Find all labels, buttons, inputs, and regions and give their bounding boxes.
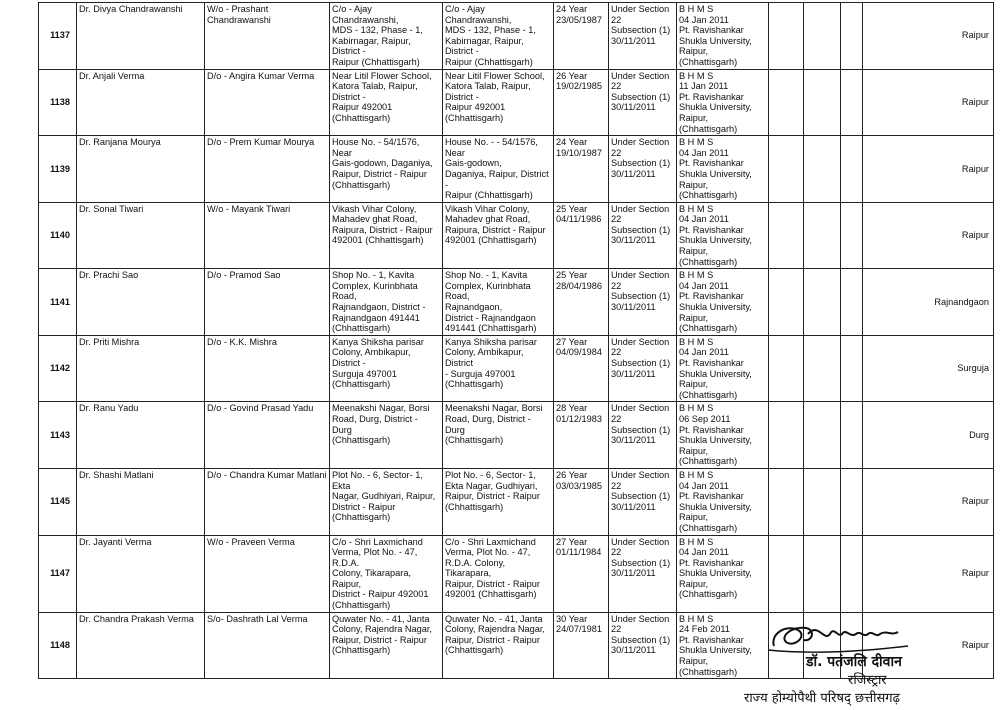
doctor-name: Dr. Sonal Tiwari bbox=[77, 202, 205, 269]
relation-name: D/o - Prem Kumar Mourya bbox=[205, 136, 330, 203]
correspondence-address: Shop No. - 1, Kavita Complex, Kurinbhata Road, Rajnandgaon, District - Rajnandgaon 491441 (Chhattisgarh) bbox=[330, 269, 443, 336]
correspondence-address: Kanya Shiksha parisar Colony, Ambikapur, District - Surguja 497001 (Chhattisgarh) bbox=[330, 335, 443, 402]
serial-number: 1140 bbox=[39, 202, 77, 269]
registration-section: Under Section 22 Subsection (1) 30/11/2011 bbox=[609, 535, 677, 612]
registration-section: Under Section 22 Subsection (1) 30/11/2011 bbox=[609, 69, 677, 136]
serial-number: 1145 bbox=[39, 468, 77, 535]
permanent-address: Quwater No. - 41, Janta Colony, Rajendra Nagar, Raipur, District - Raipur (Chhattisgarh) bbox=[443, 612, 554, 679]
relation-name: S/o- Dashrath Lal Verma bbox=[205, 612, 330, 679]
doctor-name: Dr. Jayanti Verma bbox=[77, 535, 205, 612]
qualification: B H M S 24 Feb 2011 Pt. Ravishankar Shukla University, Raipur, (Chhattisgarh) bbox=[677, 612, 769, 679]
age-dob: 25 Year 28/04/1986 bbox=[554, 269, 609, 336]
qualification: B H M S 06 Sep 2011 Pt. Ravishankar Shukla University, Raipur, (Chhattisgarh) bbox=[677, 402, 769, 469]
permanent-address: Near Litil Flower School, Katora Talab, Raipur, District - Raipur 492001 (Chhattisgarh) bbox=[443, 69, 554, 136]
empty-cell bbox=[769, 535, 804, 612]
district: Raipur bbox=[863, 202, 994, 269]
district: Raipur bbox=[863, 3, 994, 70]
age-dob: 30 Year 24/07/1981 bbox=[554, 612, 609, 679]
permanent-address: Plot No. - 6, Sector- 1, Ekta Nagar, Gudhiyari, Raipur, District - Raipur (Chhattisgarh) bbox=[443, 468, 554, 535]
relation-name: D/o - Govind Prasad Yadu bbox=[205, 402, 330, 469]
qualification: B H M S 04 Jan 2011 Pt. Ravishankar Shukla University, Raipur, (Chhattisgarh) bbox=[677, 269, 769, 336]
empty-cell bbox=[769, 69, 804, 136]
permanent-address: C/o - Shri Laxmichand Verma, Plot No. - 47, R.D.A. Colony, Tikarapara, Raipur, District - Raipur 492001 (Chhattisgarh) bbox=[443, 535, 554, 612]
serial-number: 1141 bbox=[39, 269, 77, 336]
qualification: B H M S 04 Jan 2011 Pt. Ravishankar Shukla University, Raipur, (Chhattisgarh) bbox=[677, 136, 769, 203]
permanent-address: Vikash Vihar Colony, Mahadev ghat Road, Raipura, District - Raipur 492001 (Chhattisgarh) bbox=[443, 202, 554, 269]
correspondence-address: Near Litil Flower School, Katora Talab, Raipur, District - Raipur 492001 (Chhattisgarh) bbox=[330, 69, 443, 136]
empty-cell bbox=[841, 535, 863, 612]
age-dob: 24 Year 23/05/1987 bbox=[554, 3, 609, 70]
district: Rajnandgaon bbox=[863, 269, 994, 336]
table-row bbox=[39, 69, 994, 136]
registration-section: Under Section 22 Subsection (1) 30/11/2011 bbox=[609, 3, 677, 70]
registration-section: Under Section 22 Subsection (1) 30/11/2011 bbox=[609, 612, 677, 679]
permanent-address: House No. - - 54/1576, Near Gais-godown, Daganiya, Raipur, District - Raipur (Chhattisgarh) bbox=[443, 136, 554, 203]
empty-cell bbox=[804, 69, 841, 136]
age-dob: 24 Year 19/10/1987 bbox=[554, 136, 609, 203]
table-row bbox=[39, 468, 994, 535]
correspondence-address: Plot No. - 6, Sector- 1, Ekta Nagar, Gudhiyari, Raipur, District - Raipur (Chhattisgarh) bbox=[330, 468, 443, 535]
empty-cell bbox=[841, 69, 863, 136]
serial-number: 1143 bbox=[39, 402, 77, 469]
empty-cell bbox=[769, 3, 804, 70]
registration-table bbox=[38, 2, 994, 679]
qualification: B H M S 04 Jan 2011 Pt. Ravishankar Shukla University, Raipur, (Chhattisgarh) bbox=[677, 335, 769, 402]
empty-cell bbox=[841, 468, 863, 535]
signatory-name: डॉ. पतंजलि दीवान bbox=[806, 654, 902, 670]
relation-name: D/o - Angira Kumar Verma bbox=[205, 69, 330, 136]
relation-name: D/o - K.K. Mishra bbox=[205, 335, 330, 402]
relation-name: D/o - Pramod Sao bbox=[205, 269, 330, 336]
serial-number: 1147 bbox=[39, 535, 77, 612]
table-row bbox=[39, 269, 994, 336]
serial-number: 1138 bbox=[39, 69, 77, 136]
empty-cell bbox=[804, 269, 841, 336]
relation-name: W/o - Prashant Chandrawanshi bbox=[205, 3, 330, 70]
empty-cell bbox=[804, 202, 841, 269]
empty-cell bbox=[769, 202, 804, 269]
empty-cell bbox=[841, 202, 863, 269]
table-row bbox=[39, 3, 994, 70]
empty-cell bbox=[841, 335, 863, 402]
empty-cell bbox=[804, 535, 841, 612]
doctor-name: Dr. Anjali Verma bbox=[77, 69, 205, 136]
district: Raipur bbox=[863, 535, 994, 612]
district: Surguja bbox=[863, 335, 994, 402]
registration-section: Under Section 22 Subsection (1) 30/11/2011 bbox=[609, 335, 677, 402]
serial-number: 1139 bbox=[39, 136, 77, 203]
serial-number: 1148 bbox=[39, 612, 77, 679]
serial-number: 1142 bbox=[39, 335, 77, 402]
empty-cell bbox=[769, 468, 804, 535]
empty-cell bbox=[769, 402, 804, 469]
empty-cell bbox=[804, 402, 841, 469]
qualification: B H M S 11 Jan 2011 Pt. Ravishankar Shukla University, Raipur, (Chhattisgarh) bbox=[677, 69, 769, 136]
correspondence-address: House No. - 54/1576, Near Gais-godown, Daganiya, Raipur, District - Raipur (Chhattisgarh) bbox=[330, 136, 443, 203]
district: Raipur bbox=[863, 468, 994, 535]
serial-number: 1137 bbox=[39, 3, 77, 70]
registration-section: Under Section 22 Subsection (1) 30/11/2011 bbox=[609, 136, 677, 203]
doctor-name: Dr. Ranu Yadu bbox=[77, 402, 205, 469]
permanent-address: Kanya Shiksha parisar Colony, Ambikapur, District - Surguja 497001 (Chhattisgarh) bbox=[443, 335, 554, 402]
correspondence-address: C/o - Ajay Chandrawanshi, MDS - 132, Phase - 1, Kabirnagar, Raipur, District - Raipur (Chhattisgarh) bbox=[330, 3, 443, 70]
signature-block bbox=[740, 612, 995, 708]
doctor-name: Dr. Divya Chandrawanshi bbox=[77, 3, 205, 70]
correspondence-address: Meenakshi Nagar, Borsi Road, Durg, District - Durg (Chhattisgarh) bbox=[330, 402, 443, 469]
district: Raipur bbox=[863, 612, 994, 679]
empty-cell bbox=[841, 136, 863, 203]
permanent-address: Meenakshi Nagar, Borsi Road, Durg, District - Durg (Chhattisgarh) bbox=[443, 402, 554, 469]
doctor-name: Dr. Chandra Prakash Verma bbox=[77, 612, 205, 679]
registration-section: Under Section 22 Subsection (1) 30/11/2011 bbox=[609, 269, 677, 336]
qualification: B H M S 04 Jan 2011 Pt. Ravishankar Shukla University, Raipur, (Chhattisgarh) bbox=[677, 535, 769, 612]
empty-cell bbox=[841, 269, 863, 336]
relation-name: D/o - Chandra Kumar Matlani bbox=[205, 468, 330, 535]
correspondence-address: Vikash Vihar Colony, Mahadev ghat Road, Raipura, District - Raipur 492001 (Chhattisgarh) bbox=[330, 202, 443, 269]
signatory-title: रजिस्ट्रार bbox=[848, 673, 887, 688]
empty-cell bbox=[804, 136, 841, 203]
empty-cell bbox=[769, 269, 804, 336]
age-dob: 27 Year 01/11/1984 bbox=[554, 535, 609, 612]
doctor-name: Dr. Ranjana Mourya bbox=[77, 136, 205, 203]
qualification: B H M S 04 Jan 2011 Pt. Ravishankar Shukla University, Raipur, (Chhattisgarh) bbox=[677, 3, 769, 70]
permanent-address: Shop No. - 1, Kavita Complex, Kurinbhata Road, Rajnandgaon, District - Rajnandgaon 491441 (Chhattisgarh) bbox=[443, 269, 554, 336]
age-dob: 25 Year 04/11/1986 bbox=[554, 202, 609, 269]
relation-name: W/o - Mayank Tiwari bbox=[205, 202, 330, 269]
doctor-name: Dr. Prachi Sao bbox=[77, 269, 205, 336]
table-row bbox=[39, 402, 994, 469]
table-row bbox=[39, 335, 994, 402]
age-dob: 26 Year 19/02/1985 bbox=[554, 69, 609, 136]
doctor-name: Dr. Priti Mishra bbox=[77, 335, 205, 402]
correspondence-address: C/o - Shri Laxmichand Verma, Plot No. - 47, R.D.A. Colony, Tikarapara, Raipur, District - Raipur 492001 (Chhattisgarh) bbox=[330, 535, 443, 612]
empty-cell bbox=[804, 3, 841, 70]
correspondence-address: Quwater No. - 41, Janta Colony, Rajendra Nagar, Raipur, District - Raipur (Chhattisgarh) bbox=[330, 612, 443, 679]
registration-section: Under Section 22 Subsection (1) 30/11/2011 bbox=[609, 402, 677, 469]
registration-section: Under Section 22 Subsection (1) 30/11/2011 bbox=[609, 202, 677, 269]
empty-cell bbox=[769, 335, 804, 402]
qualification: B H M S 04 Jan 2011 Pt. Ravishankar Shukla University, Raipur, (Chhattisgarh) bbox=[677, 468, 769, 535]
empty-cell bbox=[841, 3, 863, 70]
age-dob: 28 Year 01/12/1983 bbox=[554, 402, 609, 469]
empty-cell bbox=[841, 402, 863, 469]
relation-name: W/o - Praveen Verma bbox=[205, 535, 330, 612]
empty-cell bbox=[769, 136, 804, 203]
table-row bbox=[39, 202, 994, 269]
doctor-name: Dr. Shashi Matlani bbox=[77, 468, 205, 535]
registration-section: Under Section 22 Subsection (1) 30/11/2011 bbox=[609, 468, 677, 535]
table-row bbox=[39, 136, 994, 203]
empty-cell bbox=[804, 468, 841, 535]
age-dob: 27 Year 04/09/1984 bbox=[554, 335, 609, 402]
empty-cell bbox=[804, 335, 841, 402]
table-row bbox=[39, 535, 994, 612]
district: Raipur bbox=[863, 136, 994, 203]
signatory-organization: राज्य होम्योपैथी परिषद् छत्तीसगढ़ bbox=[744, 691, 900, 706]
district: Raipur bbox=[863, 69, 994, 136]
district: Durg bbox=[863, 402, 994, 469]
qualification: B H M S 04 Jan 2011 Pt. Ravishankar Shukla University, Raipur, (Chhattisgarh) bbox=[677, 202, 769, 269]
table-body bbox=[39, 3, 994, 679]
age-dob: 26 Year 03/03/1985 bbox=[554, 468, 609, 535]
permanent-address: C/o - Ajay Chandrawanshi, MDS - 132, Phase - 1, Kabirnagar, Raipur, District - Raipur (Chhattisgarh) bbox=[443, 3, 554, 70]
